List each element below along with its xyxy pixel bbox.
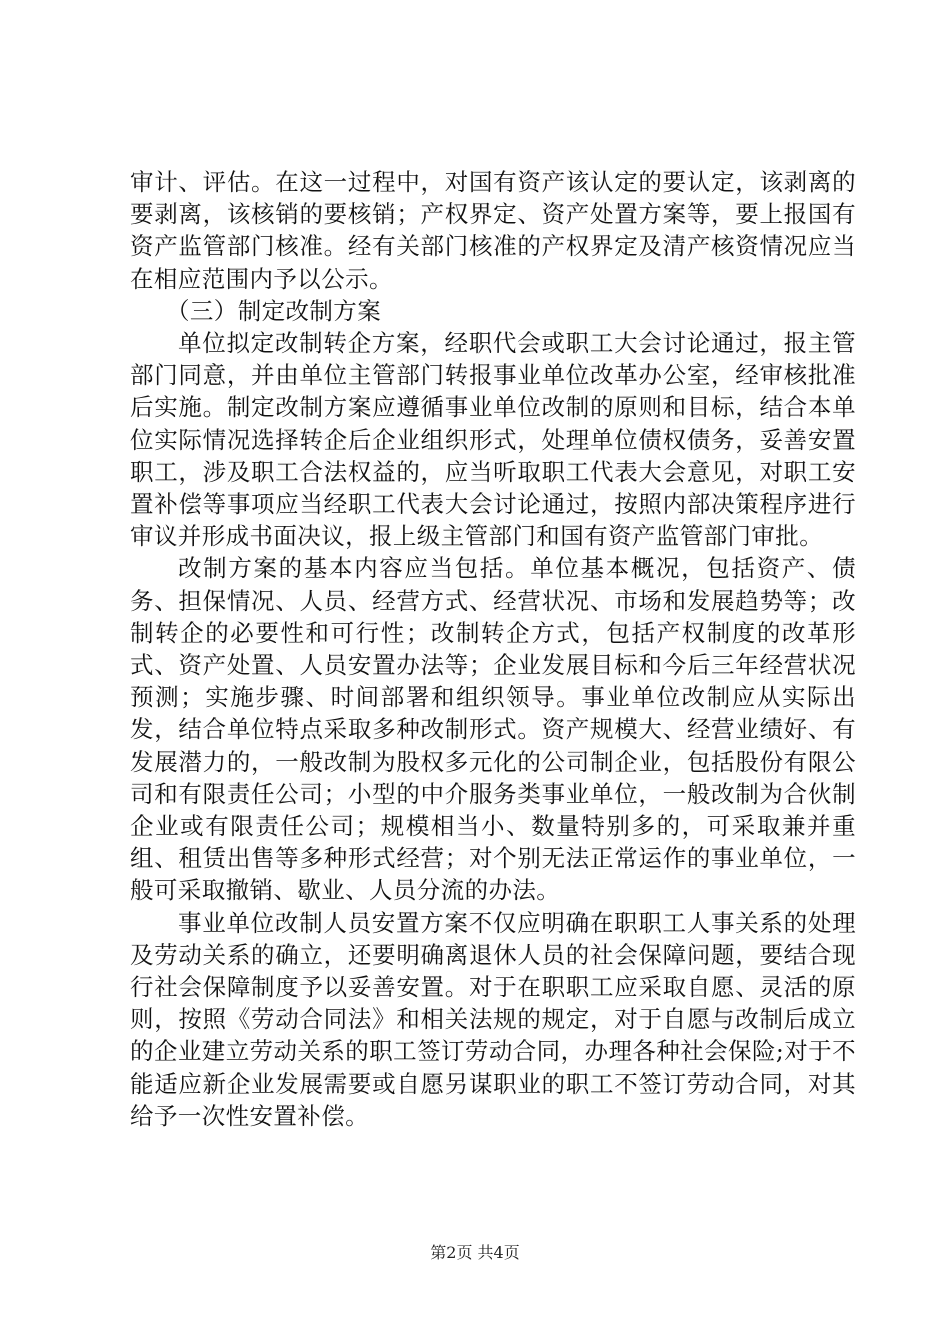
paragraph-continuation: 审计、评估。在这一过程中，对国有资产该认定的要认定，该剥离的要剥离，该核销的要核销；产权界定、资产处置方案等，要上报国有资产监管部门核准。经有关部门核准的产权界定及清产核资情况应当在相应范围内予以公示。	[130, 168, 856, 293]
paragraph-body: 单位拟定改制转企方案，经职代会或职工大会讨论通过，报主管部门同意，并由单位主管部门转报事业单位改革办公室，经审核批准后实施。制定改制方案应遵循事业单位改制的原则和目标，结合本单位实际情况选择转企后企业组织形式，处理单位债权债务，妥善安置职工，涉及职工合法权益的，应当听取职工代表大会意见，对职工安置补偿等事项应当经职工代表大会讨论通过，按照内部决策程序进行审议并形成书面决议，报上级主管部门和国有资产监管部门审批。	[130, 329, 856, 551]
page-number-footer: 第2页 共4页	[430, 1243, 520, 1262]
paragraph-body: 事业单位改制人员安置方案不仅应明确在职职工人事关系的处理及劳动关系的确立，还要明确离退休人员的社会保障问题，要结合现行社会保障制度予以妥善安置。对于在职职工应采取自愿、灵活的原则，按照《劳动合同法》和相关法规的规定，对于自愿与改制后成立的企业建立劳动关系的职工签订劳动合同，办理各种社会保险;对于不能适应新企业发展需要或自愿另谋职业的职工不签订劳动合同，对其给予一次性安置补偿。	[130, 908, 856, 1130]
section-heading: （三）制定改制方案	[166, 296, 382, 325]
document-body	[130, 166, 856, 1132]
paragraph-body: 改制方案的基本内容应当包括。单位基本概况，包括资产、债务、担保情况、人员、经营方式、经营状况、市场和发展趋势等；改制转企的必要性和可行性；改制转企方式，包括产权制度的改革形式、资产处置、人员安置办法等；企业发展目标和今后三年经营状况预测；实施步骤、时间部署和组织领导。事业单位改制应从实际出发，结合单位特点采取多种改制形式。资产规模大、经营业绩好、有发展潜力的，一般改制为股权多元化的公司制企业，包括股份有限公司和有限责任公司；小型的中介服务类事业单位，一般改制为合伙制企业或有限责任公司；规模相当小、数量特别多的，可采取兼并重组、租赁出售等多种形式经营；对个别无法正常运作的事业单位，一般可采取撤销、歇业、人员分流的办法。	[130, 554, 856, 905]
